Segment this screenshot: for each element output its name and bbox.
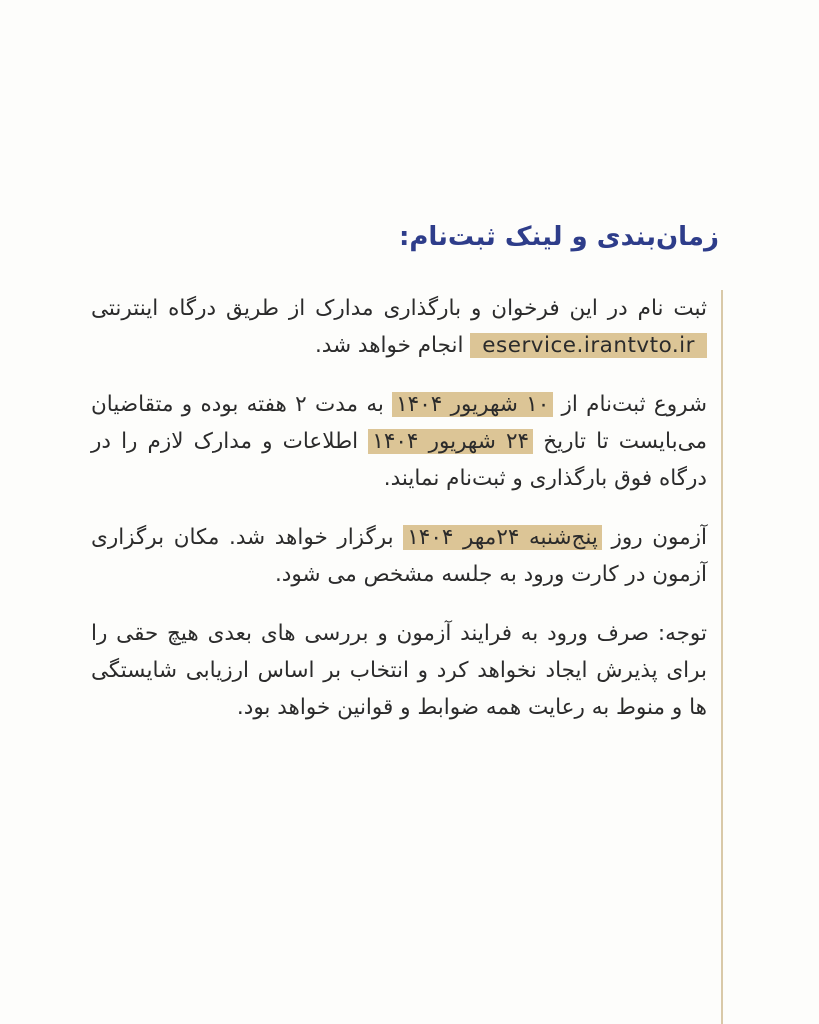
section-heading: زمان‌بندی و لینک ثبت‌نام: [398, 222, 719, 252]
section-content [91, 290, 707, 748]
p3-text-2: برگزار خواهد شد. مکان برگزاری آزمون در کارت ورود به جلسه مشخص می شود. [91, 525, 707, 587]
registration-end-date: ۲۴ شهریور ۱۴۰۴ [368, 429, 533, 454]
paragraph-exam-date [91, 519, 707, 593]
registration-link[interactable]: eservice.irantvto.ir [470, 333, 707, 358]
p1-text-after: انجام خواهد شد. [314, 333, 464, 358]
paragraph-note [91, 615, 707, 726]
exam-date: پنج‌شنبه ۲۴مهر ۱۴۰۴ [403, 525, 602, 550]
p3-text-1: آزمون روز [611, 525, 708, 550]
p1-text-before: ثبت نام در این فرخوان و بارگذاری مدارک از طریق درگاه اینترنتی [91, 296, 707, 321]
paragraph-registration-link [91, 290, 707, 364]
side-rule [721, 290, 723, 1024]
paragraph-registration-dates [91, 386, 707, 497]
note-text: توجه: صرف ورود به فرایند آزمون و بررسی های بعدی هیچ حقی را برای پذیرش ایجاد نخواهد کرد و انتخاب بر اساس ارزیابی شایستگی ها و منوط به رعایت همه ضوابط و قوانین خواهد بود. [91, 621, 707, 720]
p2-text-2: به مدت ۲ هفته بوده و متقاضیان می‌بایست تا تاریخ [91, 392, 708, 454]
p2-text-3: اطلاعات و مدارک لازم را در درگاه فوق بارگذاری و ثبت‌نام نمایند. [91, 429, 707, 491]
registration-start-date: ۱۰ شهریور ۱۴۰۴ [392, 392, 553, 417]
p2-text-1: شروع ثبت‌نام از [561, 392, 707, 417]
